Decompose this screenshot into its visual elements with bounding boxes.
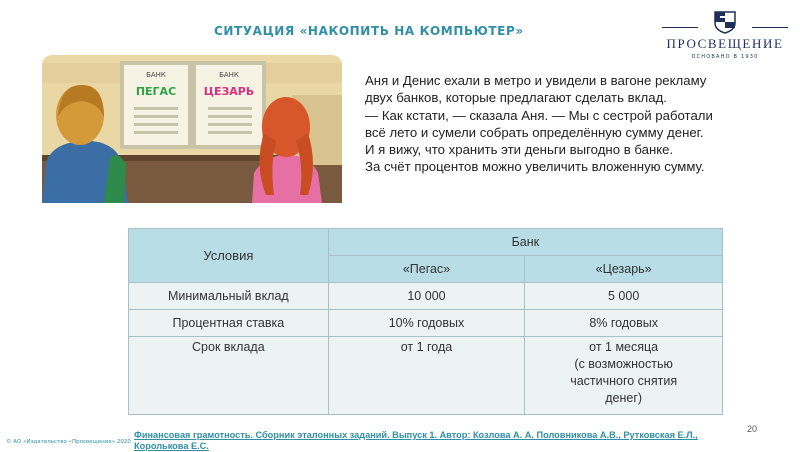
header-bank-caesar: «Цезарь» [525,256,723,283]
poster-right-caption: БАНК [219,71,239,79]
logo-subtitle: ОСНОВАНО В 1930 [691,54,759,60]
logo-rule-right [752,27,788,28]
slide-title: СИТУАЦИЯ «НАКОПИТЬ НА КОМПЬЮТЕР» [214,24,524,38]
row-label: Срок вклада [129,337,329,415]
bank-conditions-table [128,228,723,415]
header-conditions: Условия [129,229,329,283]
copyright: © АО «Издательство «Просвещение» 2020 [6,439,131,445]
source-citation-link[interactable] [134,430,744,452]
story-line: всё лето и сумели собрать определённую сумму денег. [365,124,704,140]
story-line: И я вижу, что хранить эти деньги выгодно в банке. [365,142,674,158]
table-row [129,310,723,337]
poster-right-name: ЦЕЗАРЬ [203,85,255,98]
cell-caesar: 5 000 [525,283,723,310]
source-line: Финансовая грамотность. Сборник эталонных заданий. Выпуск 1. Автор: Козлова А. А. Половникова А.В., Рутковская Е.Л., [134,430,698,440]
shield-icon [713,10,737,34]
header-bank-pegas: «Пегас» [328,256,525,283]
logo-rule-left [662,27,698,28]
cell-caesar-line: от 1 месяца [589,340,659,354]
cell-caesar-line: денег) [605,391,643,405]
header-bank: Банк [328,229,722,256]
page-number: 20 [747,424,758,434]
cell-caesar-line: частичного снятия [570,374,678,388]
cell-pegas: от 1 года [328,337,525,415]
story-line: Аня и Денис ехали в метро и увидели в вагоне рекламу [365,73,707,88]
poster-left-caption: БАНК [146,71,166,79]
story-text [365,72,785,176]
publisher-logo [662,8,788,66]
row-label: Минимальный вклад [129,283,329,310]
story-line: — Как кстати, — сказала Аня. — Мы с сестрой работали [365,107,713,123]
cell-caesar-line: (с возможностью [574,357,673,371]
story-line: двух банков, которые предлагают сделать вклад. [365,90,667,106]
table-row [129,283,723,310]
cell-pegas: 10 000 [328,283,525,310]
table-row [129,337,723,415]
source-line: Королькова Е.С. [134,441,209,451]
story-line: За счёт процентов можно увеличить вложенную сумму. [365,159,705,175]
cell-caesar: 8% годовых [525,310,723,337]
cell-pegas: 10% годовых [328,310,525,337]
logo-name: ПРОСВЕЩЕНИЕ [666,36,784,51]
metro-illustration [42,55,342,203]
cell-caesar [525,337,723,415]
row-label: Процентная ставка [129,310,329,337]
poster-left-name: ПЕГАС [135,85,177,98]
